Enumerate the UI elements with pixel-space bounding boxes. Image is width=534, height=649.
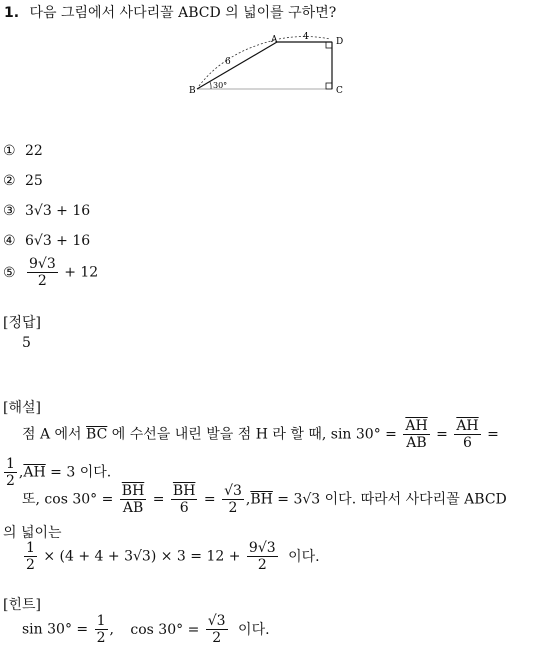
exp-line1-mid: 에 수선을 내린 발을 점 H 라 할 때, sin 30° = <box>111 426 397 443</box>
hint-end: 이다. <box>238 621 270 638</box>
choice-5-fraction <box>27 256 58 289</box>
question-text: 다음 그림에서 사다리꼴 ABCD 의 넓이를 구하면? <box>29 5 337 21</box>
frac-ah-6 <box>454 418 480 451</box>
frac-bh-ab <box>120 483 147 516</box>
trapezoid-figure <box>185 30 355 98</box>
frac-bh-6 <box>171 483 198 516</box>
explanation-line-3: 또, cos 30° = $\frac{\overline{BH}}{AB}$ = $\frac{\overline{BH}}{6}$ = $\frac{√3}{2}$ $,\overline{BH} = 3√3$ 이다. 따라서 사다리꼴 ABCD <box>22 483 507 517</box>
hint-frac-half-num: 1 <box>96 613 106 629</box>
frac-half-area <box>24 540 37 573</box>
exp-eq-2: = <box>487 426 499 443</box>
frac-9sqrt3-num: 9√3 <box>248 540 276 556</box>
label-ab-length: 6 <box>225 57 231 67</box>
choice-5-numerator: 9√3 <box>29 256 56 272</box>
segment-bh: $\overline{BH}$ <box>250 491 273 508</box>
hint-frac-half-den: 2 <box>96 630 106 647</box>
frac-bh-6-den: 6 <box>179 500 189 517</box>
frac-ah-num: $\overline{AH}$ <box>405 418 428 434</box>
choice-2-text: 25 <box>25 173 43 189</box>
choice-4-mark: ④ <box>3 233 16 249</box>
frac-one-half-num: 1 <box>6 456 15 472</box>
frac-ah-6-num: $\overline{AH}$ <box>456 418 479 434</box>
explanation-line-1 <box>22 418 499 451</box>
choice-1-text: 22 <box>25 143 43 159</box>
hint-heading: [힌트] <box>3 597 41 613</box>
explanation-line-4: 의 넓이는 <box>3 525 62 541</box>
explanation-line-5 <box>22 540 320 573</box>
choice-2-mark: ② <box>3 173 16 189</box>
exp-line1-prefix: 점 A 에서 <box>22 426 82 443</box>
label-ad-length: 4 <box>303 32 309 42</box>
label-c: C <box>336 86 343 96</box>
label-a: A <box>271 35 278 45</box>
hint-cos: cos 30° = <box>130 621 200 638</box>
frac-sqrt3-den: 2 <box>228 500 238 517</box>
frac-bh-6-num: $\overline{BH}$ <box>172 483 196 499</box>
frac-sqrt3-2 <box>222 483 244 516</box>
label-b: B <box>189 86 196 96</box>
choice-5[interactable] <box>3 256 98 289</box>
label-angle: 30° <box>213 81 228 90</box>
explanation-line-2: $\frac{1}{2}$ $,\overline{AH} = 3$ 이다. <box>6 456 112 490</box>
frac-bh-ab-den: AB <box>122 500 144 517</box>
exp-line5-end: 이다. <box>288 548 320 565</box>
frac-9sqrt3-2 <box>247 540 278 573</box>
choice-5-mark: ⑤ <box>3 264 16 281</box>
frac-one-half-den: 2 <box>6 473 15 490</box>
choice-1[interactable] <box>3 143 43 159</box>
frac-9sqrt3-den: 2 <box>257 557 267 574</box>
choice-3-mark: ③ <box>3 203 16 219</box>
frac-one-half <box>4 456 17 489</box>
frac-half-area-num: 1 <box>26 540 35 556</box>
exp-eq-3: = <box>152 491 165 508</box>
answer-value: 5 <box>22 335 31 351</box>
ab-dimension <box>199 40 275 86</box>
frac-sqrt3-num: √3 <box>224 483 242 499</box>
choice-3-text: 3√3 + 16 <box>25 203 91 219</box>
frac-ah-ab <box>403 418 429 451</box>
exp-eq-1: = <box>436 426 448 443</box>
question-number: 1. <box>4 5 20 21</box>
choice-2[interactable] <box>3 173 43 189</box>
exp-line3-prefix: 또, cos 30° = <box>22 491 114 508</box>
hint-frac-sqrt3-den: 2 <box>212 630 222 647</box>
choice-5-denominator: 2 <box>37 273 47 290</box>
exp-line5-mid: × (4 + 4 + 3√3) × 3 = 12 + <box>43 548 241 565</box>
answer-heading: [정답] <box>3 315 41 331</box>
hint-sin: sin 30° = <box>22 621 89 638</box>
label-d: D <box>336 37 344 47</box>
exp-line2-rest: = 3 이다. <box>50 464 112 481</box>
angle-arc <box>210 82 211 89</box>
right-angle-c <box>326 83 332 89</box>
exp-eq-4: = <box>203 491 216 508</box>
side-ab <box>197 42 277 89</box>
choice-4[interactable] <box>3 233 90 249</box>
frac-ab-den: AB <box>406 435 427 452</box>
frac-half-area-den: 2 <box>26 557 35 574</box>
choice-4-text: 6√3 + 16 <box>25 233 91 249</box>
segment-ah: $\overline{AH}$ <box>23 464 46 481</box>
choice-3[interactable] <box>3 203 90 219</box>
frac-bh-num: $\overline{BH}$ <box>121 483 145 499</box>
segment-bc: $\overline{BC}$ <box>86 426 108 443</box>
explanation-heading: [해설] <box>3 400 41 416</box>
frac-ah-6-den: 6 <box>463 435 472 452</box>
hint-frac-half <box>95 613 108 646</box>
hint-frac-sqrt3-num: √3 <box>207 613 226 629</box>
hint-line: sin 30° = $\frac{1}{2}$ , cos 30° = $\frac{√3}{2}$ 이다. <box>22 613 270 647</box>
hint-frac-sqrt3 <box>206 613 228 646</box>
exp-line3-rest: = 3√3 이다. 따라서 사다리꼴 ABCD <box>277 491 507 508</box>
choice-5-rest: + 12 <box>64 264 99 281</box>
right-angle-d <box>326 42 332 48</box>
choice-1-mark: ① <box>3 143 16 159</box>
question-line <box>4 2 336 22</box>
